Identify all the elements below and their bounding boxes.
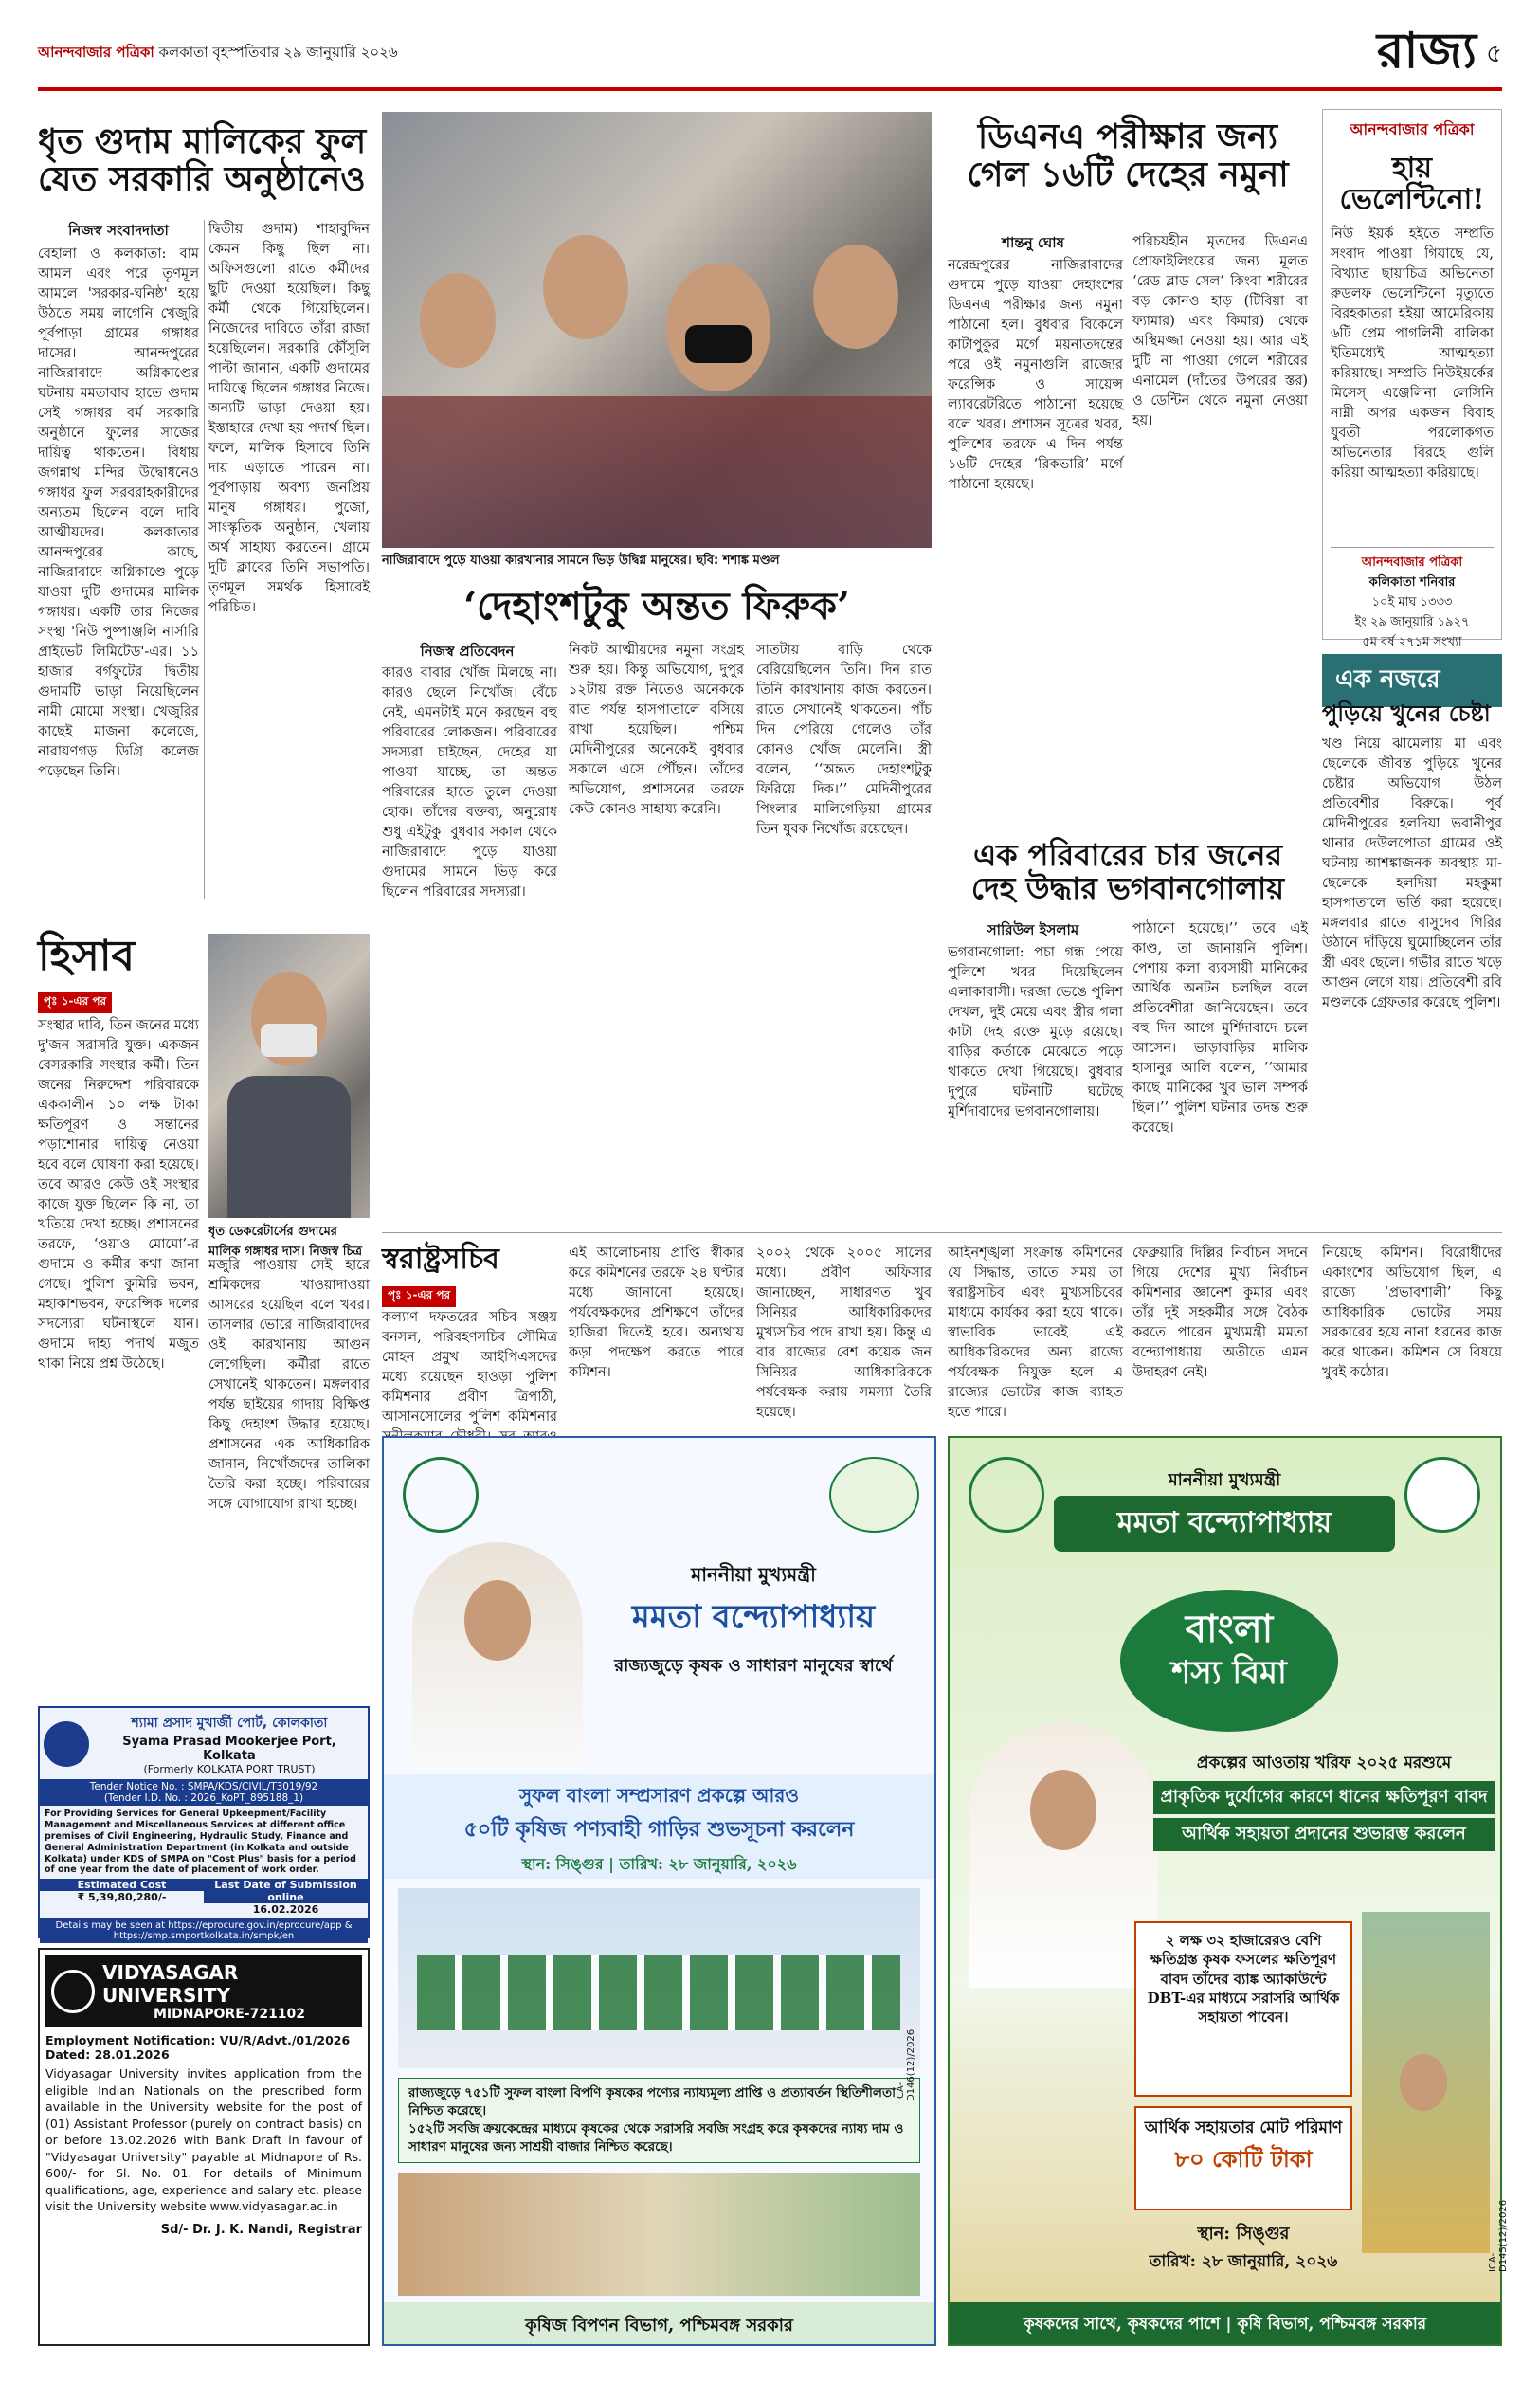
archive-footer-date1: কলিকাতা শনিবার xyxy=(1368,575,1456,590)
story1-headline: ধৃত গুদাম মালিকের ফুল যেত সরকারি অনুষ্ঠানেও xyxy=(38,121,367,199)
ad-right-box2: আর্থিক সহায়তার মোট পরিমাণ xyxy=(1144,2118,1343,2137)
story2-headline: ডিএনএ পরীক্ষার জন্য গেল ১৬টি দেহের নমুনা xyxy=(967,117,1289,194)
ad-centre-code: ICA-D146(12)/2026 xyxy=(896,2028,916,2101)
mask-shape xyxy=(261,1024,317,1057)
sufal-bangla-logo-icon xyxy=(829,1457,919,1533)
archive-body: নিউ ইয়র্ক হইতে সম্প্রতি সংবাদ পাওয়া গিয়াছে যে, বিখ্যাত ছায়াচিত্র অভিনেতা রুডলফ ভেলেন্টিনো মৃত্যুতে বিরহকাতরা হইয়া আমেরিকায় ৬টি প্রেম পাগলিনী বালিকা ইতিমধ্যেই আত্মহত্যা করিয়াছে। সম্প্রতি নিউইয়র্কের মিসেস্ এঞ্জেলিনা লেসিনি নাম্নী অপর একজন বিবাহ যুবতী পরলোকগত অভিনেতার বিরহে গুলি করিয়া আত্মহত্যা করিয়াছে। xyxy=(1331,227,1494,482)
trucks-photo xyxy=(398,1888,920,2068)
ek-nojore-body: খণ্ড নিয়ে ঝামেলায় মা এবং ছেলেকে জীবন্ত পুড়িয়ে খুনের চেষ্টার অভিযোগ উঠল প্রতিবেশীর বিরুদ্ধে। পূর্ব মেদিনীপুরের হলদিয়া ভবানীপুর থানার দেউলপোতা গ্রামের ওই ঘটনায় আশঙ্কাজনক অবস্থায় মা-ছেলেকে হলদিয়া মহকুমা হাসপাতালে ভর্তি করা হয়েছে। মঙ্গলবার রাতে বাসুদেব গিরির উঠানে দাঁড়িয়ে ঘুমোচ্ছিলেন তাঁর স্ত্রী এবং ছেলে। গভীর রাতে খড়ে আগুন লেগে যায়। প্রতিবেশী রবি মণ্ডলকে গ্রেফতার করেছে পুলিশ। xyxy=(1322,736,1502,1011)
ad-centre-bullet1: রাজ্যজুড়ে ৭৫১টি সুফল বাংলা বিপণি কৃষকের পণ্যের ন্যায্যমূল্য প্রাপ্তি ও প্রত্যাবর্তন স্থিতিশীলতা নিশ্চিত করেছে। xyxy=(408,2085,896,2118)
swarashtra-cont-tag: পৃঃ ১-এর পর xyxy=(382,1286,456,1307)
port-cost-label: Estimated Cost xyxy=(40,1879,204,1891)
hisab-body: সংস্থার দাবি, তিন জনের মধ্যে দু'জন সরাসরি যুক্ত। একজন বেসরকারি সংস্থার কর্মী। তিন জনের নিরুদ্দেশ পরিবারকে এককালীন ১০ লক্ষ টাকা ক্ষতিপূরণ ও সন্তানের পড়াশোনার দায়িত্ব নেওয়া হবে বলে ঘোষণা করা হয়েছে। তবে আরও কেউ ওই সংস্থার কাজে যুক্ত ছিলেন কি না, তা খতিয়ে দেখা হচ্ছে। প্রশাসনের তরফে, ‘ওয়াও মোমো’-র গুদামে ও কর্মীর কথা জানা গেছে। পুলিশ কুমিরি ভবন, মহাকাশভবন, ফরেন্সিক দলের সদস্যেরা ঘটনাস্থলে যান। গুদামে দাহ্য পদার্থ মজুত থাকা নিয়ে প্রশ্ন উঠেছে। xyxy=(38,1018,200,1373)
archive-footer-date2: ১০ই মাঘ ১৩৩৩ xyxy=(1371,595,1453,609)
masthead-dateline: কলকাতা বৃহস্পতিবার ২৯ জানুয়ারি ২০২৬ xyxy=(158,44,398,61)
ad-centre-line1: সুফল বাংলা সম্প্রসারণ প্রকল্পে আরও xyxy=(518,1784,800,1807)
cm-portrait xyxy=(412,1542,583,1770)
ad-right-footer: কৃষকদের সাথে, কৃষকদের পাশে | কৃষি বিভাগ, পশ্চিমবঙ্গ সরকার xyxy=(950,2302,1500,2344)
archive-footer-date3: ইং ২৯ জানুয়ারি ১৯২৭ xyxy=(1354,615,1470,629)
port-cost-value: ₹ 5,39,80,280/- xyxy=(77,1891,167,1904)
story1-col1: বেহালা ও কলকাতা: বাম আমল এবং পরে তৃণমূল আমলে 'সরকার-ঘনিষ্ঠ' হয়ে উঠতে সময় লাগেনি খেজুরি পূর্বপাড়া গ্রামের গঙ্গাধর দাসের। আনন্দপুরের নাজিরাবাদে অগ্নিকাণ্ডের ঘটনায় মমতাবাব হাতে গুদাম সেই গঙ্গাধর বর্ম সরকারি অনুষ্ঠানে ফুলের সাজের দায়িত্ব থাকতেন। বিধায় জগন্নাথ মন্দির উদ্বোধনেও গঙ্গাধর ফুল সরবরাহকারীদের অন্যতম ছিলেন বলে দাবি আত্মীয়দের। কলকাতার আনন্দপুরের কাছে, নাজিরাবাদে অগ্নিকাণ্ডে পুড়ে যাওয়া দুটি গুদামের মালিক গঙ্গাধর। একটি তার নিজের সংস্থা 'নিউ পুষ্পাঞ্জলি নার্সারি প্রাইভেট লিমিটেড'-এর। ১১ হাজার বর্গফুটের দ্বিতীয় গুদামটি ভাড়া নিয়েছিলেন নামী মোমো সংস্থা। খেজুরির কাছেই মাজনা কলেজে, নারায়ণগড় ডিগ্রি কলেজ পড়েছেন তিনি। xyxy=(38,246,199,780)
archive-footer-date4: ৫ম বর্ষ ২৭১ম সংখ্যা xyxy=(1362,635,1462,649)
swarashtra-continued xyxy=(382,1284,456,1307)
vu-body: Vidyasagar University invites application from the eligible Indian Nationals on the prescribed form available in the University website for the post of (01) Assistant Professor (purely on contract basis) on or before 13.02.2026 with Bank Draft in favour of "Vidyasagar University" payable at Midnapore of Rs. 600/- for Sl. No. 01. For details of Minimum qualifications, age, experience and salary etc. please visit the University website www.vidyasagar.ac.in xyxy=(45,2066,362,2213)
page-number: ৫ xyxy=(1486,40,1502,68)
cm-portrait-2 xyxy=(969,1722,1158,1988)
middle-col-body: মজুরি পাওয়ায় সেই হারে শ্রমিকদের খাওয়াদাওয়া আসরের হয়েছিল বলে খবর। তাসলার ভোরে নাজিরাবাদের ওই কারখানায় আগুন লেগেছিল। কর্মীরা রাতে সেখানেই থাকতেন। মঙ্গলবার পর্যন্ত ছাইয়ের গাদায় বিক্ষিপ্ত কিছু দেহাংশ উদ্ধার হয়েছে। প্রশাসনের এক আধিকারিক জানান, নিখোঁজদের তালিকা তৈরি করা হচ্ছে। পরিবারের সঙ্গে যোগাযোগ রাখা হচ্ছে। xyxy=(208,1258,370,1513)
ad-centre-line2: ৫০টি কৃষিজ পণ্যবাহী গাড়ির শুভসূচনা করলেন xyxy=(463,1817,855,1842)
ek-nojore-label: এক নজরে xyxy=(1322,654,1502,707)
vu-place: MIDNAPORE-721102 xyxy=(153,2007,306,2022)
section-title: রাজ্য xyxy=(1376,22,1477,80)
story1-byline: নিজস্ব সংবাদদাতা xyxy=(68,222,169,239)
story3-headline: এক পরিবারের চার জনের দেহ উদ্ধার ভগবানগোলায় xyxy=(970,837,1285,907)
swarashtra-col6: নিয়েছে কমিশন। বিরোধীদের একাংশের অভিযোগ ছিল, এ রাজ্যে ‘প্রভাবশালী’ কিছু আধিকারিক ভোটের সময় সরকারের হয়ে নানা ধরনের কাজ করে থাকেন। কমিশন সে বিষয়ে খুবই কঠোর। xyxy=(1322,1246,1502,1381)
archive-footer-brand: আনন্দবাজার পত্রিকা xyxy=(1361,555,1463,570)
masthead-brand: আনন্দবাজার পত্রিকা xyxy=(38,44,154,61)
port-tender-id: (Tender I.D. No. : 2026_KoPT_895188_1) xyxy=(103,1792,304,1804)
port-details: Details may be seen at https://eprocure.gov.in/eprocure/app & https://smp.smportkolkata.in/smpk/en xyxy=(40,1918,368,1943)
port-org-en: Syama Prasad Mookerjee Port, Kolkata xyxy=(122,1735,336,1763)
ad-right-line3: আর্থিক সহায়তা প্রদানের শুভারম্ভ করলেন xyxy=(1153,1818,1495,1851)
port-date-value: 16.02.2026 xyxy=(252,1903,319,1917)
market-photo xyxy=(398,2173,920,2296)
port-formerly: (Formerly KOLKATA PORT TRUST) xyxy=(143,1763,316,1775)
hisab-continued xyxy=(38,991,112,1013)
ek-nojore-headline: পুড়িয়ে খুনের চেষ্টা xyxy=(1322,700,1491,727)
swarashtra-col3: ২০০২ থেকে ২০০৫ সালের মধ্যে। প্রবীণ অফিসার জানাচ্ছেন, সাধারণত খুব সিনিয়র আধিকারিকদের মুখ্যসচিব পদে রাখা হয়। কিন্তু এ বার রাজ্যের বেশ কয়েক জন সিনিয়র আধিকারিককে পর্যবেক্ষক করায় সমস্যা তৈরি হয়েছে। xyxy=(756,1246,932,1421)
center-col1: কারও বাবার খোঁজ মিলছে না। কারও ছেলে নিখোঁজ। বেঁচে নেই, এমনটাই মনে করছেন বহু পরিবারের লোকজন। পরিবারের সদস্যরা চাইছেন, দেহের যা পাওয়া যাচ্ছে, তা অন্তত পরিবারের হাতে তুলে দেওয়া হোক। তাঁদের বক্তব্য, অনুরোধ শুধু এইটুকু। বুধবার সকাল থেকে নাজিরাবাদে পুড়ে যাওয়া গুদামের সামনে ভিড় করে ছিলেন পরিবারের সদস্যরা। xyxy=(382,665,557,900)
ad-centre-cm-name: মমতা বন্দ্যোপাধ্যায় xyxy=(631,1598,876,1636)
story3-col2: পাঠানো হয়েছে।’’ তবে এই কাণ্ড, তা জানায়নি পুলিশ। পেশায় কলা ব্যবসায়ী মানিকের আর্থিক অনটন চলছিল বলে প্রতিবেশীরা জানিয়েছেন। তবে বহু দিন আগে মুর্শিদাবাদে চলে আসেন। ভাড়াবাড়ির মালিক হাসানুর আলি বলেন, ‘‘আমার কাছে মানিকের খুব ভাল সম্পর্ক ছিল।’’ পুলিশ ঘটনার তদন্ত শুরু করেছে। xyxy=(1132,921,1308,1136)
fire-site-crowd-photo xyxy=(382,112,932,548)
krishi-logo-icon xyxy=(1404,1457,1480,1533)
swarashtra-col1: কল্যাণ দফতরের সচিব সঞ্জয় বনসল, পরিবহণসচিব সৌমিত্র মোহন প্রমুখ। আইপিএসদের মধ্যে রয়েছেন হাওড়া পুলিশ কমিশনার প্রবীণ ত্রিপাঠী, আসানসোলের পুলিশ কমিশনার xyxy=(382,1310,557,1426)
sufal-bangla-ad xyxy=(382,1436,936,2346)
arrested-owner-photo xyxy=(208,934,370,1218)
ad-right-box1: ২ লক্ষ ৩২ হাজারেরও বেশি ক্ষতিগ্রস্ত কৃষক ফসলের ক্ষতিপূরণ বাবদ তাঁদের ব্যাঙ্ক অ্যাকাউন্টে DBT-এর মাধ্যমে সরাসরি আর্থিক সহায়তা পাবেন। xyxy=(1134,1921,1352,2097)
ad-centre-footer: কৃষিজ বিপণন বিভাগ, পশ্চিমবঙ্গ সরকার xyxy=(384,2302,934,2344)
section-divider xyxy=(382,1232,1502,1233)
ad-right-place: স্থান: সিঙ্গুর xyxy=(1197,2224,1290,2244)
port-tender-ad xyxy=(38,1706,370,1942)
ad-right-line1: প্রকল্পের আওতায় খরিফ ২০২৫ মরশুমে xyxy=(1196,1754,1452,1773)
port-tender-no: Tender Notice No. : SMPA/KDS/CIVIL/T3019/92 xyxy=(89,1781,318,1792)
center-headline: ‘দেহাংশটুকু অন্তত ফিরুক’ xyxy=(463,584,850,628)
vu-sign: Sd/- Dr. J. K. Nandi, Registrar xyxy=(160,2222,362,2237)
swarashtra-col4: আইনশৃঙ্খলা সংক্রান্ত কমিশনের যে সিদ্ধান্ত, তাতে সময় তা স্বরাষ্ট্রসচিব এবং মুখ্যসচিবের মাধ্যমে কার্যকর করা হয়ে থাকে। স্বাভাবিক ভাবেই এই আধিকারিকদের অন্য রাজ্যে পর্যবেক্ষক নিযুক্ত হলে এ রাজ্যের ভোটের কাজ ব্যাহত হতে পারে। xyxy=(948,1246,1123,1421)
ad-right-cm-label: মাননীয়া মুখ্যমন্ত্রী xyxy=(1168,1470,1281,1490)
port-org: শ্যামা প্রসাদ মুখার্জী পোর্ট, কোলকাতা xyxy=(131,1716,328,1731)
story2-byline: শান্তনু ঘোষ xyxy=(1002,234,1064,251)
scheme-badge xyxy=(1120,1590,1338,1732)
story3-col1: ভগবানগোলা: পচা গন্ধ পেয়ে পুলিশে খবর দিয়েছিলেন এলাকাবাসী। দরজা ভেঙে পুলিশ দেখল, দুই মেয়ে এবং স্ত্রীর গলা কাটা দেহ রক্তে মুড়ে রয়েছে। বাড়ির কর্তাকে মেঝেতে পড়ে থাকতে দেখা গিয়েছে। বুধবার দুপুরে ঘটনাটি ঘটেছে মুর্শিদাবাদের ভগবানগোলায়। xyxy=(948,945,1123,1120)
column-divider xyxy=(204,220,205,899)
story3-byline: সারিউল ইসলাম xyxy=(987,921,1079,938)
ad-centre-tagline: রাজ্যজুড়ে কৃষক ও সাধারণ মানুষের স্বার্থে xyxy=(614,1656,893,1676)
farmer-photo xyxy=(1362,1912,1490,2253)
swarashtra-title: স্বরাষ্ট্রসচিব xyxy=(382,1243,499,1276)
center-col2: নিকট আত্মীয়দের নমুনা সংগ্রহ শুরু হয়। কিন্তু অভিযোগ, দুপুর ১২টায় রক্ত নিতেও অনেককে রাত পর্যন্ত হাসপাতালে বসিয়ে রাখা হয়েছিল। পশ্চিম মেদিনীপুরের অনেকেই বুধবার সকালে এসে পৌঁছন। তাঁদের অভিযোগ, প্রশাসনের তরফে কেউ কোনও সাহায্য করেনি। xyxy=(569,643,744,818)
masthead-dateline-row xyxy=(38,42,398,65)
center-byline: নিজস্ব প্রতিবেদন xyxy=(420,643,515,660)
ad-right-scheme2: শস্য বিমা xyxy=(1171,1654,1287,1692)
port-body: For Providing Services for General Upkeepment/Facility Management and Miscellaneous Services at different office premises of Civil Engineering, Hydraulic Study, Finance and General Administration Department (in Kolkata and outside Kolkata) under KDS of SMPA on "Cost Plus" basis for a period of one year from the date of placement of work order. xyxy=(45,1809,356,1876)
archive-title: হায় ভেলেন্টিনো! xyxy=(1339,152,1485,216)
govt-emblem-icon xyxy=(403,1457,479,1533)
port-date-label: Last Date of Submission online xyxy=(204,1879,368,1903)
vu-employment-ad xyxy=(38,1948,370,2346)
port-logo-icon xyxy=(44,1721,89,1767)
vu-title: VIDYASAGAR UNIVERSITY xyxy=(102,1961,239,2007)
ad-right-date: তারিখ: ২৮ জানুয়ারি, ২০২৬ xyxy=(1149,2252,1338,2271)
govt-emblem-icon-2 xyxy=(969,1457,1044,1533)
ad-centre-cm-label: মাননীয়া মুখ্যমন্ত্রী xyxy=(691,1563,816,1586)
shasya-bima-ad xyxy=(948,1436,1509,2346)
ad-right-scheme1: বাংলা xyxy=(1185,1607,1274,1651)
swarashtra-col2: এই আলোচনায় প্রাপ্তি স্বীকার করে কমিশনের তরফে ২৪ ঘণ্টার মধ্যে জানানো হয়েছে। পর্যবেক্ষকদের প্রশিক্ষণে তাঁদের হাজিরা দিতেই হবে। অন্যথায় কড়া পদক্ষেপ করতে পারে কমিশন। xyxy=(569,1246,744,1381)
archive-box xyxy=(1322,109,1502,649)
archive-brand: আনন্দবাজার পত্রিকা xyxy=(1350,120,1475,138)
vu-logo-icon xyxy=(51,1970,95,2013)
story1-col2: দ্বিতীয় গুদাম) শাহাবুদ্দিন কেমন কিছু ছিল না। অফিসগুলো রাতে কর্মীদের ছুটি দেওয়া হয়েছিল। কিছু কর্মী থেকে গিয়েছিলেন। নিজেদের দাবিতে তাঁরা রাজা হয়েছিলেন। সরকারি কৌঁসুলি পাল্টা জানান, একটি গুদামের দায়িত্বে ছিলেন গঙ্গাধর নিজে। অন্যটি ভাড়া দেওয়া হয়। ইস্তাহারে দেখা হয় পদার্থ ছিল। ফলে, মালিক হিসাবে তিনি দায় এড়াতে পারেন না। পূর্বপাড়ায় অবশ্য জনপ্রিয় মানুষ গঙ্গাধর। পুজো, সাংস্কৃতিক অনুষ্ঠান, খেলায় অর্থ সাহায্য করতেন। গ্রামে দুটি ক্লাবের তিনি সভাপতি। তৃণমূল সমর্থক হিসাবেই পরিচিত। xyxy=(208,222,370,616)
masthead-section xyxy=(1376,22,1502,80)
swarashtra-col5: ফেব্রুয়ারি দিল্লির নির্বাচন সদনে গিয়ে দেশের মুখ্য নির্বাচন কমিশনার জ্ঞানেশ কুমার এবং তাঁর দুই সহকর্মীর সঙ্গে বৈঠক করতে পারেন মুখ্যমন্ত্রী মমতা বন্দ্যোপাধ্যায়। অতীতে এমন উদাহরণ নেই। xyxy=(1132,1246,1308,1381)
photo2-caption: ধৃত ডেকরেটার্সের গুদামের মালিক গঙ্গাধর দাস। নিজস্ব চিত্র xyxy=(208,1225,363,1259)
story2-col1: নরেন্দ্রপুরের নাজিরাবাদের গুদামে পুড়ে যাওয়া দেহাংশের ডিএনএ পরীক্ষার জন্য নমুনা পাঠানো হল। বুধবার বিকেলে কাটাপুকুর মর্গে ময়নাতদন্তের পরে ওই নমুনাগুলি রাজ্যের ফরেন্সিক ও সায়েন্স ল্যাবরেটরিতে পাঠানো হয়েছে বলে খবর। প্রশাসন সূত্রের খবর, পুলিশের তরফে এ দিন পর্যন্ত ১৬টি দেহের ‘রিকভারি’ মর্গে পাঠানো হয়েছে। xyxy=(948,258,1123,493)
hisab-title: হিসাব xyxy=(38,932,136,980)
vu-notice: Employment Notification: VU/R/Advt./01/2026 Dated: 28.01.2026 xyxy=(45,2033,351,2062)
ad-centre-bullet2: ১৫২টি সবজি ক্রয়কেন্দ্রের মাধ্যমে কৃষকের থেকে সরাসরি সবজি সংগ্রহ করে কৃষকদের ন্যায্য দাম ও সাধারণ মানুষের জন্য সাশ্রয়ী বাজার নিশ্চিত করেছে। xyxy=(408,2120,904,2155)
story2-col2: পরিচয়হীন মৃতদের ডিএনএ প্রোফাইলিংয়ের জন্য মূলত ‘রেড ব্লাড সেল’ কিংবা শরীরের বড় কোনও হাড় (টিবিয়া বা ফ্যামার) এবং কিমার) থেকে অস্থিমজ্জা নেওয়া হয়। আর এই দুটি না পাওয়া গেলে শরীরের এনামেল (দাঁতের উপরের স্তর) ও ডেন্টিন থেকে নমুনা নেওয়া হয়। xyxy=(1132,234,1308,429)
photo1-caption: নাজিরাবাদে পুড়ে যাওয়া কারখানার সামনে ভিড় উদ্বিগ্ন মানুষের। ছবি: শশাঙ্ক মণ্ডল xyxy=(382,554,780,568)
ad-right-line2: প্রাকৃতিক দুর্যোগের কারণে ধানের ক্ষতিপূরণ বাবদ xyxy=(1153,1781,1495,1814)
mask-shape xyxy=(685,325,752,363)
ad-centre-place-date: স্থান: সিঙ্গুর | তারিখ: ২৮ জানুয়ারি, ২০২৬ xyxy=(521,1855,797,1873)
ad-right-code: ICA-D145(12)/2026 xyxy=(1488,2199,1509,2272)
ad-right-cm-name: মমতা বন্দ্যোপাধ্যায় xyxy=(1054,1496,1395,1552)
center-col3: সাতটায় বাড়ি থেকে বেরিয়েছিলেন তিনি। দিন রাত তিনি কারখানায় কাজ করতেন। রাতে সেখানেই থাকতেন। পাঁচ দিন পেরিয়ে গেলেও তাঁর কোনও খোঁজ মেলেনি। স্ত্রী বলেন, ‘‘অন্তত দেহাংশটুকু ফিরিয়ে দিক।’’ মেদিনীপুরের পিংলার মালিগেড়িয়া গ্রামের তিন যুবক নিখোঁজ রয়েছেন। xyxy=(756,643,932,838)
ad-right-box3: ৮০ কোটি টাকা xyxy=(1174,2145,1313,2173)
masthead-rule xyxy=(38,87,1502,91)
hisab-cont-tag: পৃঃ ১-এর পর xyxy=(38,992,112,1013)
